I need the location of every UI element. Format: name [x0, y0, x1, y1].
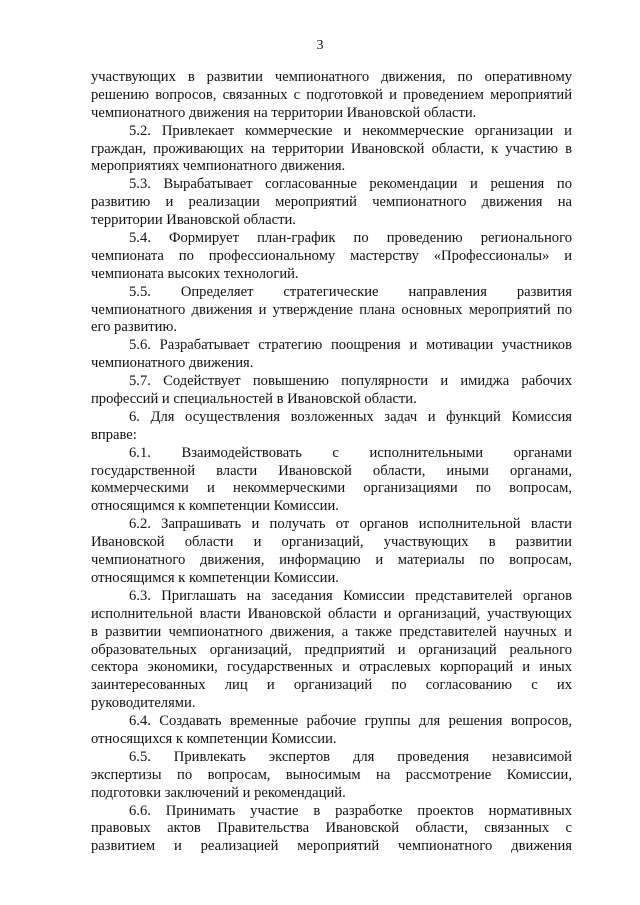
text-line: государственной власти Ивановской области, иными органами,	[91, 462, 572, 479]
text-line: относящихся к компетенции Комиссии.	[91, 730, 337, 747]
text-line: в развитии чемпионатного движения, а также представителей научных и	[91, 623, 572, 640]
text-line: 6.4. Создавать временные рабочие группы для решения вопросов,	[129, 713, 572, 730]
text-line: 6.1. Взаимодействовать с исполнительными органами	[129, 444, 572, 461]
text-line: его развитию.	[91, 319, 178, 336]
text-line: правовых актов Правительства Ивановской области, связанных с	[91, 820, 572, 837]
text-line: образовательных организаций, предприятий и организаций реального	[91, 641, 572, 658]
text-line: профессий и специальностей в Ивановской области.	[91, 391, 417, 408]
text-line: сектора экономики, государственных и отраслевых корпораций и иных	[91, 659, 572, 676]
text-line: Ивановской области и организаций, участвующих в развитии	[91, 534, 572, 551]
document-body	[91, 69, 572, 856]
text-line: граждан, проживающих на территории Ивановской области, к участию в	[91, 140, 572, 157]
text-line: чемпионата высоких технологий.	[91, 265, 299, 282]
text-line: 6.3. Приглашать на заседания Комиссии представителей органов	[129, 587, 572, 604]
text-line: 5.6. Разрабатывает стратегию поощрения и мотивации участников	[129, 337, 572, 354]
text-line: 5.4. Формирует план-график по проведению регионального	[129, 230, 572, 247]
text-line: относящимся к компетенции Комиссии.	[91, 569, 339, 586]
text-line: чемпионатного движения.	[91, 355, 254, 372]
text-line: 6. Для осуществления возложенных задач и функций Комиссия	[129, 408, 572, 425]
text-line: 5.5. Определяет стратегические направления развития	[129, 283, 572, 300]
text-line: экспертизы по вопросам, выносимым на рассмотрение Комиссии,	[91, 766, 572, 783]
text-line: относящимся к компетенции Комиссии.	[91, 498, 339, 515]
text-line: чемпионатного движения на территории Ивановской области.	[91, 104, 477, 121]
text-line: подготовки заключений и рекомендаций.	[91, 784, 346, 801]
text-line: развитию и реализации мероприятий чемпионатного движения на	[91, 194, 572, 211]
text-line: решению вопросов, связанных с подготовкой и проведением мероприятий	[91, 86, 572, 103]
text-line: 5.2. Привлекает коммерческие и некоммерческие организации и	[129, 122, 572, 139]
text-line: заинтересованных лиц и организаций по согласованию с их	[91, 677, 572, 694]
text-line: мероприятиях чемпионатного движения.	[91, 158, 346, 175]
page-number: 3	[316, 38, 324, 53]
text-line: территории Ивановской области.	[91, 212, 296, 229]
text-line: чемпионатного движения, информацию и материалы по вопросам,	[91, 552, 572, 569]
text-line: развитием и реализацией мероприятий чемпионатного движения	[91, 838, 572, 855]
text-line: вправе:	[91, 426, 137, 443]
text-line: чемпионата по профессиональному мастерству «Профессионалы» и	[91, 247, 572, 264]
text-line: 5.3. Вырабатывает согласованные рекомендации и решения по	[129, 176, 572, 193]
text-line: 6.5. Привлекать экспертов для проведения независимой	[129, 748, 572, 765]
text-line: 6.6. Принимать участие в разработке проектов нормативных	[129, 802, 572, 819]
text-line: 6.2. Запрашивать и получать от органов исполнительной власти	[129, 516, 572, 533]
text-line: чемпионатного движения и утверждение плана основных мероприятий по	[91, 301, 572, 318]
text-line: 5.7. Содействует повышению популярности и имиджа рабочих	[129, 373, 572, 390]
text-line: исполнительной власти Ивановской области и организаций, участвующих	[91, 605, 572, 622]
text-line: руководителями.	[91, 695, 196, 712]
text-line: участвующих в развитии чемпионатного движения, по оперативному	[91, 69, 572, 85]
text-line: коммерческими и некоммерческими организациями по вопросам,	[91, 480, 572, 497]
